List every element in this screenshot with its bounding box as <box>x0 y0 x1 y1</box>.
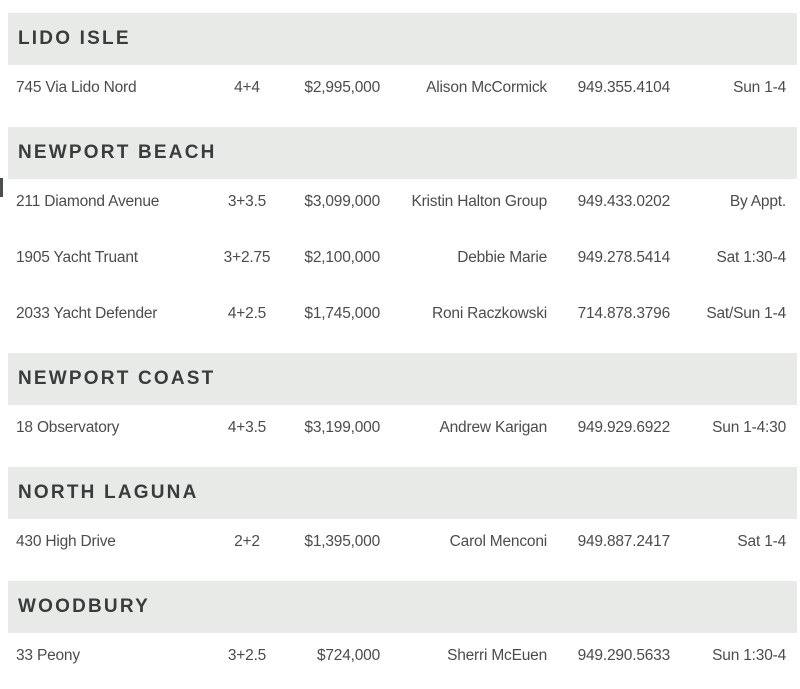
listing-price: $2,995,000 <box>304 79 380 96</box>
listing-beds-baths: 3+3.5 <box>227 193 267 210</box>
area-section-north-laguna <box>0 467 800 575</box>
listing-phone: 949.278.5414 <box>577 249 670 266</box>
listing-open-time: Sun 1-4:30 <box>712 419 786 436</box>
listing-row <box>0 179 800 235</box>
listing-address: 1905 Yacht Truant <box>16 249 138 266</box>
listing-row <box>0 519 800 575</box>
listing-address: 2033 Yacht Defender <box>16 305 158 322</box>
listing-phone: 949.290.5633 <box>577 647 670 664</box>
listing-beds-baths: 2+2 <box>234 533 260 550</box>
area-section-woodbury <box>0 581 800 689</box>
listing-rows <box>0 519 800 575</box>
listing-agent: Carol Menconi <box>449 533 547 550</box>
listing-beds-baths: 4+4 <box>234 79 260 96</box>
listing-row <box>0 291 800 347</box>
area-header-band <box>8 581 797 633</box>
area-name: LIDO ISLE <box>18 28 131 49</box>
area-header-band <box>8 13 797 65</box>
listing-agent: Roni Raczkowski <box>431 305 547 322</box>
listing-open-time: Sat 1:30-4 <box>716 249 786 266</box>
area-section-lido-isle <box>0 13 800 121</box>
listing-price: $3,199,000 <box>304 419 380 436</box>
listing-agent: Sherri McEuen <box>447 647 547 664</box>
listing-open-time: By Appt. <box>729 193 786 210</box>
listing-rows <box>0 405 800 461</box>
listing-phone: 714.878.3796 <box>577 305 670 322</box>
area-header-band <box>8 467 797 519</box>
listing-row <box>0 65 800 121</box>
listing-price: $724,000 <box>316 647 380 664</box>
listing-rows <box>0 65 800 121</box>
listing-address: 430 High Drive <box>16 533 116 550</box>
listing-open-time: Sun 1:30-4 <box>712 647 786 664</box>
listing-price: $1,745,000 <box>304 305 380 322</box>
listing-phone: 949.355.4104 <box>577 79 670 96</box>
listing-open-time: Sat/Sun 1-4 <box>706 305 786 322</box>
listing-phone: 949.929.6922 <box>577 419 670 436</box>
listing-beds-baths: 4+2.5 <box>227 305 267 322</box>
area-section-newport-beach <box>0 127 800 347</box>
area-name: WOODBURY <box>18 596 150 617</box>
area-header-band <box>8 127 797 179</box>
listing-address: 745 Via Lido Nord <box>16 79 137 96</box>
listing-open-time: Sat 1-4 <box>737 533 786 550</box>
listing-address: 211 Diamond Avenue <box>16 193 160 210</box>
area-section-newport-coast <box>0 353 800 461</box>
listing-open-time: Sun 1-4 <box>733 79 786 96</box>
listing-beds-baths: 3+2.75 <box>223 249 271 266</box>
listing-price: $1,395,000 <box>304 533 380 550</box>
left-edge-artifact <box>0 178 3 197</box>
listing-phone: 949.887.2417 <box>577 533 670 550</box>
area-header-band <box>8 353 797 405</box>
listing-agent: Andrew Karigan <box>439 419 547 436</box>
listing-agent: Alison McCormick <box>426 79 547 96</box>
listing-price: $3,099,000 <box>304 193 380 210</box>
listing-address: 33 Peony <box>16 647 80 664</box>
area-name: NEWPORT BEACH <box>18 142 217 163</box>
listing-row <box>0 633 800 689</box>
listing-rows <box>0 179 800 347</box>
listing-price: $2,100,000 <box>304 249 380 266</box>
listing-address: 18 Observatory <box>16 419 120 436</box>
listing-row <box>0 235 800 291</box>
listing-phone: 949.433.0202 <box>577 193 670 210</box>
listing-agent: Debbie Marie <box>457 249 547 266</box>
area-name: NORTH LAGUNA <box>18 482 199 503</box>
listing-row <box>0 405 800 461</box>
listing-agent: Kristin Halton Group <box>411 193 547 210</box>
area-name: NEWPORT COAST <box>18 368 216 389</box>
listing-beds-baths: 3+2.5 <box>227 647 267 664</box>
listing-beds-baths: 4+3.5 <box>227 419 267 436</box>
listing-rows <box>0 633 800 689</box>
